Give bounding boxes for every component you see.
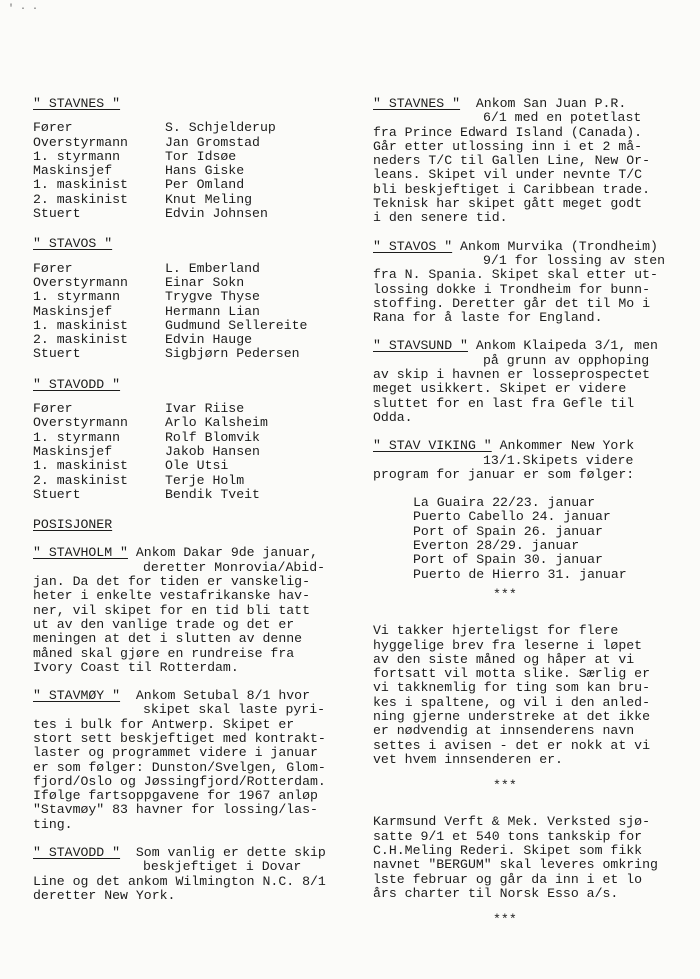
crew-name: S. Schjelderup bbox=[165, 120, 276, 136]
crew-role: Overstyrmann bbox=[33, 274, 128, 290]
crew-row bbox=[33, 121, 363, 135]
position-first-line bbox=[373, 439, 695, 453]
crew-row bbox=[33, 305, 363, 319]
crew-name: Jan Gromstad bbox=[165, 134, 260, 150]
crew-role: Maskinsjef bbox=[33, 443, 113, 459]
crew-role: Overstyrmann bbox=[33, 134, 128, 150]
page-mark: ' · · bbox=[8, 4, 39, 15]
crew-name: Gudmund Sellereite bbox=[165, 317, 308, 333]
crew-name: Trygve Thyse bbox=[165, 289, 260, 305]
position-hang-line: 6/1 med en potetlast bbox=[483, 110, 642, 126]
left-column bbox=[33, 97, 363, 917]
position-text: Ankom Dakar 9de januar, bbox=[127, 545, 318, 561]
schedule-row: Puerto Cabello 24. januar bbox=[413, 509, 611, 525]
crew-role: Stuert bbox=[33, 206, 81, 222]
crew-name: Ole Utsi bbox=[165, 458, 229, 474]
crew-role: 2. maskinist bbox=[33, 472, 128, 488]
position-hang-line: på grunn av opphoping bbox=[483, 352, 650, 368]
crew-row bbox=[33, 262, 363, 276]
crew-role: 1. styrmann bbox=[33, 148, 121, 164]
separator-stars-2: *** bbox=[493, 778, 517, 794]
positions-left bbox=[33, 546, 363, 903]
crew-role: 1. styrmann bbox=[33, 429, 121, 445]
crew-row bbox=[33, 136, 363, 150]
crew-role: Stuert bbox=[33, 486, 81, 502]
position-body: fra N. Spania. Skipet skal etter ut- lossing dokke i Trondheim for bunn- stoffing. Deretter går det til Mo i Rana for å laste for England. bbox=[373, 267, 658, 326]
ship-heading: " STAVODD " bbox=[33, 376, 121, 392]
positions-heading: POSISJONER bbox=[33, 517, 113, 533]
crew-role: 2. maskinist bbox=[33, 332, 128, 348]
position-entry bbox=[373, 439, 695, 482]
crew-role: Fører bbox=[33, 260, 73, 276]
karmsund-paragraph: Karmsund Verft & Mek. Verksted sjø- satte 9/1 et 540 tons tankskip for C.H.Meling Rederi. Skipet som fikk navnet "BERGUM" skal leveres omkring lste februar og går da inn i et lo års charter til Norsk Esso a/s. bbox=[373, 814, 658, 901]
crew-row bbox=[33, 474, 363, 488]
crew-name: Rolf Blomvik bbox=[165, 429, 260, 445]
crew-section bbox=[33, 237, 363, 361]
crew-row bbox=[33, 150, 363, 164]
crew-name: Hans Giske bbox=[165, 163, 245, 179]
crew-role: 1. maskinist bbox=[33, 177, 128, 193]
crew-row bbox=[33, 402, 363, 416]
position-text: Ankom Murvika (Trondheim) bbox=[452, 238, 658, 254]
ship-heading: " STAVOS " bbox=[33, 236, 113, 252]
crew-row bbox=[33, 445, 363, 459]
position-hang-line: 9/1 for lossing av sten bbox=[483, 252, 666, 268]
crew-row bbox=[33, 416, 363, 430]
crew-name: Per Omland bbox=[165, 177, 245, 193]
position-first-line bbox=[373, 97, 695, 111]
crew-section bbox=[33, 97, 363, 221]
ship-heading: " STAVNES " bbox=[373, 96, 461, 111]
crew-role: 2. maskinist bbox=[33, 191, 128, 207]
crew-role: 1. maskinist bbox=[33, 458, 128, 474]
position-entry bbox=[373, 97, 695, 226]
position-body: av skip i havnen er losseprospectet meget usikkert. Skipet er videre sluttet for en last fra Gefle til Odda. bbox=[373, 367, 650, 425]
position-body: Line og det ankom Wilmington N.C. 8/1 deretter New York. bbox=[33, 873, 326, 903]
ship-heading: " STAVHOLM " bbox=[33, 545, 128, 561]
position-entry bbox=[33, 546, 363, 675]
position-text: Ankom Klaipeda 3/1, men bbox=[467, 338, 658, 354]
position-first-line bbox=[373, 339, 695, 353]
crew-role: Overstyrmann bbox=[33, 415, 128, 431]
position-hang-line: deretter Monrovia/Abid- bbox=[143, 559, 326, 575]
separator-stars-1: *** bbox=[493, 586, 517, 602]
schedule-row: Puerto de Hierro 31. januar bbox=[413, 566, 627, 582]
crew-role: Maskinsjef bbox=[33, 163, 113, 179]
crew-role: Fører bbox=[33, 401, 73, 417]
thanks-paragraph: Vi takker hjerteligst for flere hyggelige brev fra leserne i løpet av den siste måned og håper at vi fortsatt vil motta slike. Særlig er vi takknemlig for ting som kan bru- kes i spaltene, og vil i den anled- ning gjerne understreke at det ikke er nødvendig at innsenderens navn settes i avisen - det er nokk at vi vet hvem innsenderen er. bbox=[373, 623, 650, 767]
crew-name: Edvin Hauge bbox=[165, 332, 253, 348]
crew-row bbox=[33, 333, 363, 347]
crew-row bbox=[33, 164, 363, 178]
crew-role: Stuert bbox=[33, 346, 81, 362]
schedule-row: Port of Spain 26. januar bbox=[413, 523, 603, 539]
crew-row bbox=[33, 207, 363, 221]
crew-row bbox=[33, 290, 363, 304]
ship-heading: " STAVNES " bbox=[33, 96, 121, 111]
crew-name: Arlo Kalsheim bbox=[165, 415, 268, 431]
crew-section bbox=[33, 378, 363, 502]
crew-row bbox=[33, 193, 363, 207]
ship-heading: " STAVSUND " bbox=[373, 338, 468, 354]
crew-name: Bendik Tveit bbox=[165, 486, 260, 502]
crew-role: Fører bbox=[33, 120, 73, 136]
separator-stars-3: *** bbox=[493, 912, 517, 928]
crew-row bbox=[33, 178, 363, 192]
position-body: fra Prince Edward Island (Canada). Går etter utlossing inn i et 2 må- neders T/C til Gallen Line, New Or- leans. Skipet vil under nevnte T/C bli beskjeftiget i Caribbean trade. Teknisk har skipet gått meget godt i den senere tid. bbox=[373, 124, 650, 226]
position-body: jan. Da det for tiden er vanskelig- heter i enkelte vestafrikanske hav- ner, vil skipet for en tid bli tatt ut av den vanlige trade og det er meningen at det i slutten av denne måned skal gjøre en rundreise fra Ivory Coast til Rotterdam. bbox=[33, 574, 310, 675]
viking-schedule bbox=[413, 496, 695, 582]
position-first-line bbox=[373, 240, 695, 254]
position-body: tes i bulk for Antwerp. Skipet er stort sett beskjeftiget med kontrakt- laster og programmet videre i januar er som følger: Dunston/Svelgen, Glom- fjord/Oslo og Jøssingfjord/Rotterdam. Ifølge fartsoppgavene for 1967 anløp "Stavmøy" 83 havner for lossing/las- ting. bbox=[33, 716, 326, 832]
position-first-line bbox=[33, 689, 363, 703]
crew-name: Einar Sokn bbox=[165, 274, 245, 290]
crew-row bbox=[33, 319, 363, 333]
crew-row bbox=[33, 431, 363, 445]
ship-heading: " STAV VIKING " bbox=[373, 438, 492, 454]
position-hang-line: beskjeftiget i Dovar bbox=[143, 859, 302, 875]
crew-row bbox=[33, 276, 363, 290]
position-body: program for januar er som følger: bbox=[373, 466, 635, 482]
crew-role: Maskinsjef bbox=[33, 303, 113, 319]
crew-role: 1. maskinist bbox=[33, 317, 128, 333]
crew-row bbox=[33, 459, 363, 473]
ship-heading: " STAVODD " bbox=[33, 845, 121, 861]
crew-row bbox=[33, 488, 363, 502]
schedule-row: La Guaira 22/23. januar bbox=[413, 495, 596, 511]
position-first-line bbox=[33, 846, 363, 860]
crew-lists bbox=[33, 97, 363, 502]
position-first-line bbox=[33, 546, 363, 560]
positions-right bbox=[373, 97, 695, 482]
position-text: Ankom Setubal 8/1 hvor bbox=[120, 688, 310, 704]
crew-name: Jakob Hansen bbox=[165, 443, 260, 459]
right-column bbox=[373, 97, 695, 950]
crew-role: 1. styrmann bbox=[33, 289, 121, 305]
position-hang-line: skipet skal laste pyri- bbox=[143, 702, 326, 718]
crew-name: Ivar Riise bbox=[165, 401, 245, 417]
crew-name: Hermann Lian bbox=[165, 303, 260, 319]
position-entry bbox=[33, 689, 363, 832]
schedule-row: Everton 28/29. januar bbox=[413, 538, 580, 554]
position-text: Ankom San Juan P.R. bbox=[460, 96, 627, 111]
schedule-row: Port of Spain 30. januar bbox=[413, 552, 603, 568]
ship-heading: " STAVOS " bbox=[373, 238, 453, 254]
position-text: Ankommer New York bbox=[491, 438, 635, 454]
crew-name: Edvin Johnsen bbox=[165, 206, 268, 222]
crew-name: Sigbjørn Pedersen bbox=[165, 346, 300, 362]
ship-heading: " STAVMØY " bbox=[33, 688, 121, 704]
crew-name: Tor Idsøe bbox=[165, 148, 237, 164]
crew-name: L. Emberland bbox=[165, 260, 260, 276]
position-text: Som vanlig er dette skip bbox=[120, 845, 326, 861]
crew-name: Terje Holm bbox=[165, 472, 245, 488]
position-entry bbox=[33, 846, 363, 903]
position-entry bbox=[373, 240, 695, 326]
position-entry bbox=[373, 339, 695, 425]
crew-name: Knut Meling bbox=[165, 191, 253, 207]
crew-row bbox=[33, 347, 363, 361]
position-hang-line: 13/1.Skipets videre bbox=[483, 452, 634, 468]
